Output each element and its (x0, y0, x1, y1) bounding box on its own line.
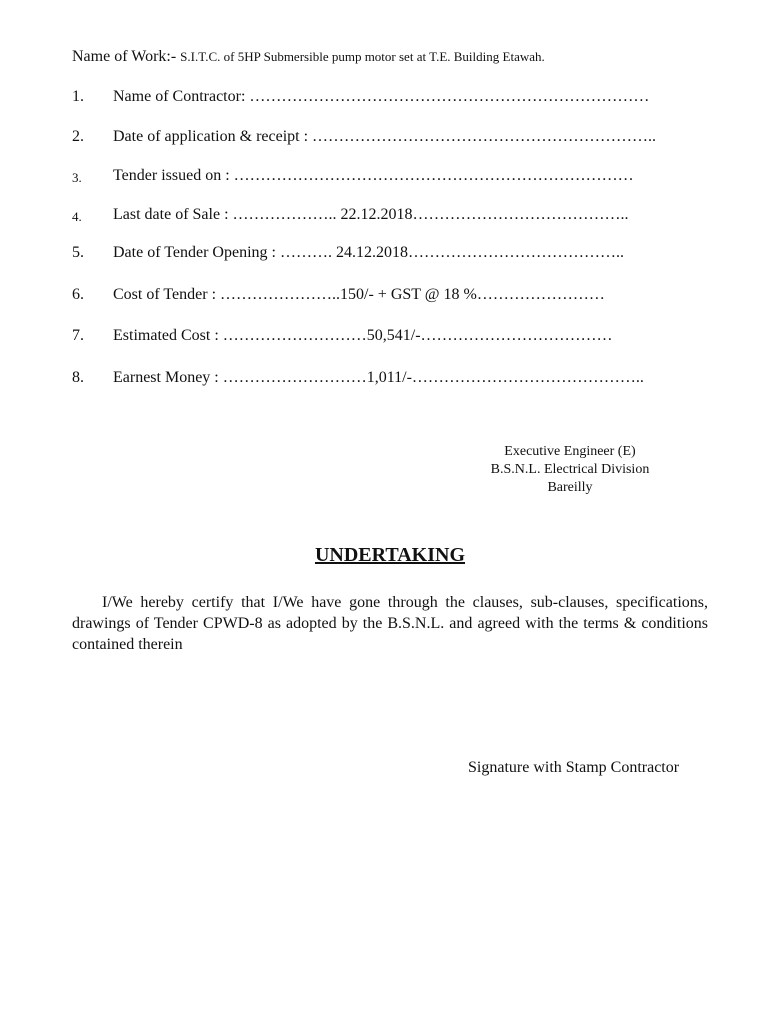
item-number: 5. (72, 244, 84, 261)
item-name-of-contractor: Name of Contractor: ………………………………………………………………… (113, 88, 650, 105)
item-number: 4. (72, 209, 82, 224)
name-of-work-title: S.I.T.C. of 5HP Submersible pump motor set at T.E. Building Etawah. (180, 49, 545, 64)
item-estimated-cost: Estimated Cost : ………………………50,541/-……………………………… (113, 327, 613, 344)
item-number: 7. (72, 327, 84, 344)
item-number: 1. (72, 88, 84, 105)
name-of-work-prefix: Name of Work:- (72, 48, 177, 65)
signatory-location: Bareilly (547, 480, 593, 495)
item-number: 2. (72, 128, 84, 145)
item-date-of-application: Date of application & receipt : ……………………………………………………….. (113, 128, 657, 145)
item-date-of-tender-opening: Date of Tender Opening : ………. 24.12.2018………………………………….. (113, 244, 624, 261)
item-last-date-of-sale: Last date of Sale : ……………….. 22.12.2018………………………………….. (113, 206, 629, 223)
item-number: 6. (72, 286, 84, 303)
item-earnest-money: Earnest Money : ………………………1,011/-…………………………………….. (113, 369, 644, 386)
signatory-block (440, 443, 700, 497)
undertaking-heading: UNDERTAKING (314, 544, 466, 566)
name-of-work (72, 48, 545, 66)
item-number: 3. (72, 170, 82, 185)
item-tender-issued-on: Tender issued on : ………………………………………………………………… (113, 167, 634, 184)
item-cost-of-tender: Cost of Tender : …………………..150/- + GST @ 18 %…………………… (113, 286, 605, 303)
contractor-signature-label: Signature with Stamp Contractor (468, 759, 680, 776)
signatory-division: B.S.N.L. Electrical Division (490, 462, 650, 477)
undertaking-body: I/We hereby certify that I/We have gone through the clauses, sub-clauses, specifications, drawings of Tender CPWD-8 as adopted by the B.S.N.L. and agreed with the terms & conditions contained therein (72, 594, 708, 653)
item-number: 8. (72, 369, 84, 386)
signatory-title: Executive Engineer (E) (504, 444, 636, 459)
